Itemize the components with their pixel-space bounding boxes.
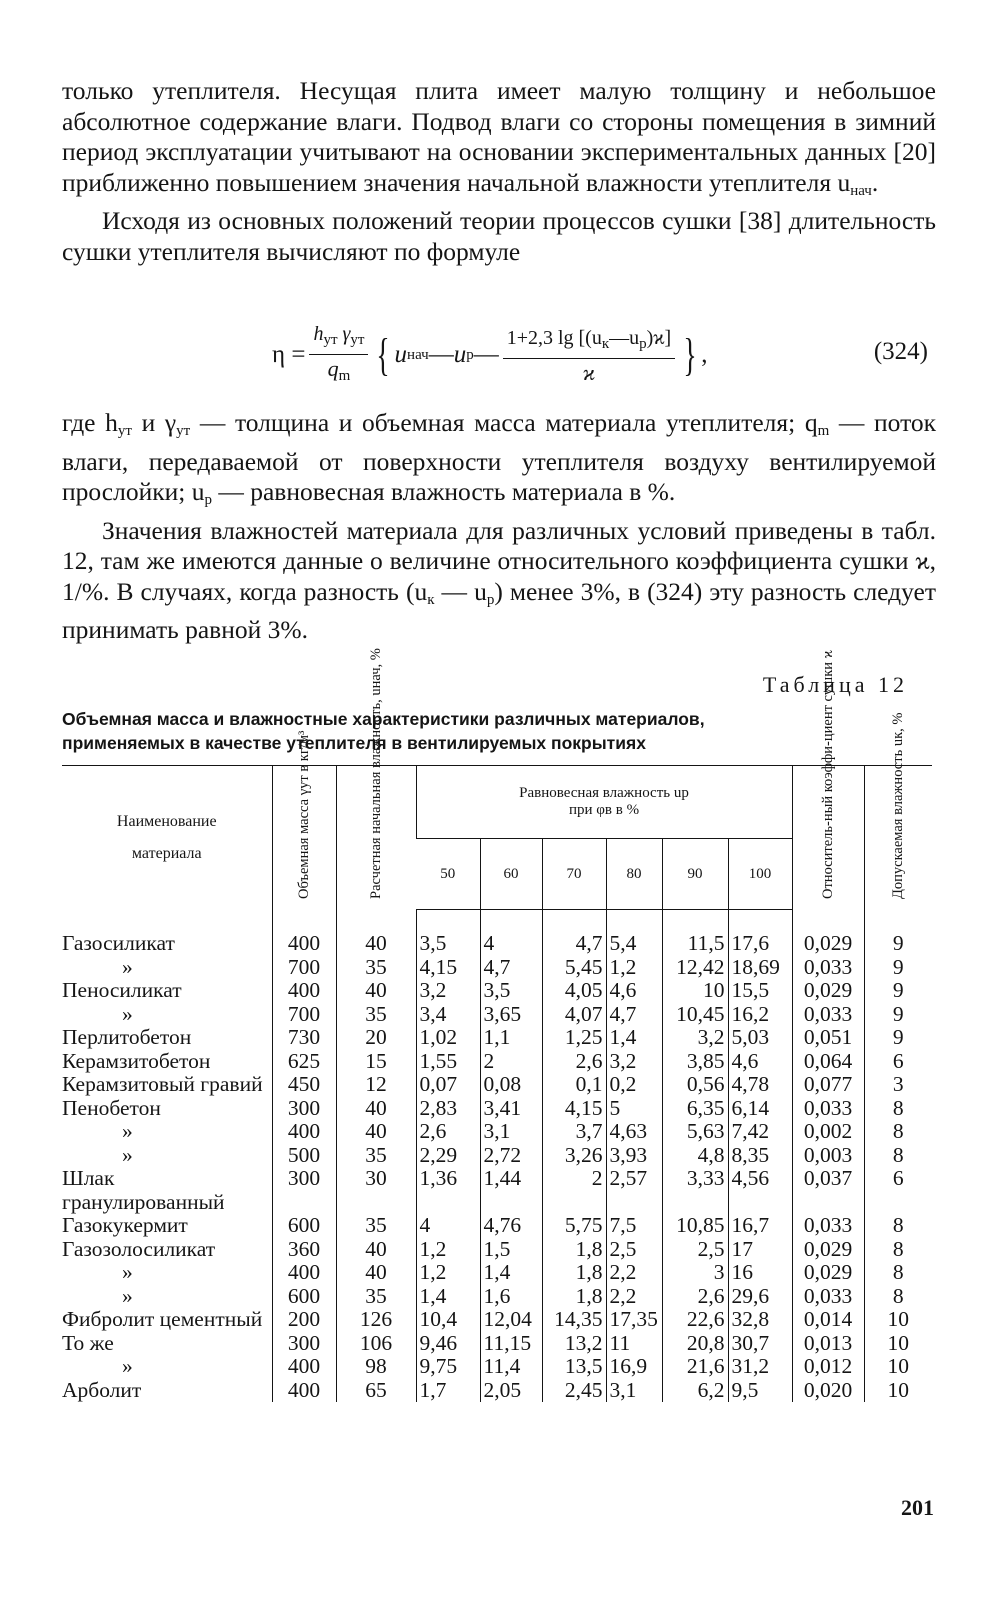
header-humidity-60: 60 [480,839,542,910]
equilibrium-moisture-value: 0,1 [542,1073,606,1097]
initial-moisture-value: 12 [336,1073,416,1097]
table-row [62,1332,932,1356]
density-value: 500 [272,1144,336,1168]
equilibrium-moisture-value: 18,69 [728,956,792,980]
equilibrium-moisture-value: 1,55 [416,1050,480,1074]
equilibrium-moisture-value: 17,6 [728,910,792,956]
equilibrium-moisture-value: 1,1 [480,1026,542,1050]
equilibrium-moisture-value: 1,2 [416,1261,480,1285]
equilibrium-moisture-value: 4,7 [606,1003,662,1027]
density-value: 400 [272,1379,336,1403]
equilibrium-moisture-value: 11,5 [662,910,728,956]
equilibrium-moisture-value: 1,4 [480,1261,542,1285]
header-humidity-50: 50 [416,839,480,910]
drying-coefficient-value: 0,029 [792,910,864,956]
material-name: То же [62,1330,114,1355]
equilibrium-moisture-value: 2,6 [416,1120,480,1144]
equilibrium-moisture-value: 5,4 [606,910,662,956]
drying-coefficient-value: 0,033 [792,1003,864,1027]
material-name: Керамзитовый гравий [62,1072,263,1096]
equilibrium-moisture-value: 3,4 [416,1003,480,1027]
table-row [62,1144,932,1168]
material-name: Газосиликат [62,930,175,955]
equilibrium-moisture-value: 10 [662,979,728,1003]
drying-coefficient-value: 0,020 [792,1379,864,1403]
equilibrium-moisture-value: 1,4 [416,1285,480,1309]
density-value: 600 [272,1214,336,1238]
equilibrium-moisture-value: 3,85 [662,1050,728,1074]
header-humidity-70: 70 [542,839,606,910]
table-row [62,1214,932,1238]
drying-coefficient-value: 0,029 [792,979,864,1003]
drying-coefficient-value: 0,013 [792,1332,864,1356]
initial-moisture-value: 40 [336,910,416,956]
density-value: 360 [272,1238,336,1262]
equilibrium-moisture-value: 17 [728,1238,792,1262]
initial-moisture-value: 35 [336,956,416,980]
header-humidity-100: 100 [728,839,792,910]
table-row [62,1120,932,1144]
drying-coefficient-value: 0,037 [792,1167,864,1214]
initial-moisture-value: 40 [336,1097,416,1121]
body-text-2 [62,408,936,646]
equilibrium-moisture-value: 2,5 [606,1238,662,1262]
formula-fraction: $\frac{h_{ут} \gamma_{ут}}{q_m}$ [309,321,368,389]
header-drying-coefficient: Относитель-ный коэффи-циент сушки ϰ [792,766,864,910]
equilibrium-moisture-value: 20,8 [662,1332,728,1356]
initial-moisture-value: 30 [336,1167,416,1214]
drying-coefficient-value: 0,064 [792,1050,864,1074]
equilibrium-moisture-value: 4,56 [728,1167,792,1214]
table-row [62,1073,932,1097]
page-number: 201 [901,1495,934,1520]
material-name: » [122,1354,133,1378]
density-value: 730 [272,1026,336,1050]
equilibrium-moisture-value: 1,6 [480,1285,542,1309]
equilibrium-moisture-value: 2,6 [542,1050,606,1074]
header-equilibrium-moisture: Равновесная влажность uр при φв в % [416,766,792,839]
allowed-moisture-value: 8 [864,1120,932,1144]
brace-open: { [376,329,391,380]
equilibrium-moisture-value: 4,7 [542,910,606,956]
equilibrium-moisture-value: 4 [416,1214,480,1238]
initial-moisture-value: 35 [336,1285,416,1309]
allowed-moisture-value: 10 [864,1355,932,1379]
equilibrium-moisture-value: 0,07 [416,1073,480,1097]
equilibrium-moisture-value: 3,33 [662,1167,728,1214]
equilibrium-moisture-value: 4,6 [606,979,662,1003]
table-row [62,956,932,980]
equilibrium-moisture-value: 13,2 [542,1332,606,1356]
formula-expression: η = $\frac{h_{ут} \gamma_{ут}}{q_m}$ { u нач — u р — $\frac{1+2,3 \lg [(u_к—u_р)ϰ]}{ϰ}$ } , [272,320,708,390]
material-name: Пенобетон [62,1095,161,1120]
equilibrium-moisture-value: 3,5 [480,979,542,1003]
equilibrium-moisture-value: 31,2 [728,1355,792,1379]
equilibrium-moisture-value: 3 [662,1261,728,1285]
equilibrium-moisture-value: 11,15 [480,1332,542,1356]
table-row [62,1026,932,1050]
equilibrium-moisture-value: 3,2 [416,979,480,1003]
equilibrium-moisture-value: 3,2 [662,1026,728,1050]
table-row [62,1167,932,1214]
equilibrium-moisture-value: 15,5 [728,979,792,1003]
density-value: 600 [272,1285,336,1309]
equilibrium-moisture-value: 4,7 [480,956,542,980]
table-row [62,910,932,956]
header-humidity-90: 90 [662,839,728,910]
equilibrium-moisture-value: 1,8 [542,1238,606,1262]
header-allowed-moisture: Допускаемая влажность uк, % [864,766,932,910]
drying-coefficient-value: 0,033 [792,1097,864,1121]
allowed-moisture-value: 10 [864,1332,932,1356]
equilibrium-moisture-value: 10,4 [416,1308,480,1332]
equilibrium-moisture-value: 4,76 [480,1214,542,1238]
equilibrium-moisture-value: 1,02 [416,1026,480,1050]
material-name: Газозолосиликат [62,1236,216,1261]
equilibrium-moisture-value: 2,6 [662,1285,728,1309]
material-name: Фибролит цементный [62,1307,263,1331]
equilibrium-moisture-value: 1,44 [480,1167,542,1214]
paragraph-where: где $h_{ут}$ и $\gamma_{ут}$ — толщина и объемная масса материала утеплителя; $q_m$ — поток влаги, передаваемой от поверхности утеплителя воздуху вентилируемой прослойки; $u_р$ — равновесная влажность материала в %. [62,408,937,508]
initial-moisture-value: 106 [336,1332,416,1356]
initial-moisture-value: 40 [336,1238,416,1262]
material-name: » [122,954,133,979]
equilibrium-moisture-value: 3,2 [606,1050,662,1074]
initial-moisture-value: 15 [336,1050,416,1074]
density-value: 200 [272,1308,336,1332]
equilibrium-moisture-value: 4 [480,910,542,956]
density-value: 400 [272,1120,336,1144]
allowed-moisture-value: 8 [864,1097,932,1121]
equilibrium-moisture-value: 3,65 [480,1003,542,1027]
density-value: 625 [272,1050,336,1074]
initial-moisture-value: 65 [336,1379,416,1403]
equilibrium-moisture-value: 16 [728,1261,792,1285]
equilibrium-moisture-value: 1,7 [416,1379,480,1403]
allowed-moisture-value: 6 [864,1050,932,1074]
equilibrium-moisture-value: 3,5 [416,910,480,956]
equilibrium-moisture-value: 17,35 [606,1308,662,1332]
initial-moisture-value: 40 [336,1261,416,1285]
density-value: 400 [272,979,336,1003]
density-value: 700 [272,956,336,980]
equilibrium-moisture-value: 4,8 [662,1144,728,1168]
equilibrium-moisture-value: 2,72 [480,1144,542,1168]
equilibrium-moisture-value: 3,1 [606,1379,662,1403]
material-name: » [122,1001,133,1026]
equilibrium-moisture-value: 8,35 [728,1144,792,1168]
brace-close: } [683,329,697,380]
allowed-moisture-value: 8 [864,1261,932,1285]
equilibrium-moisture-value: 9,46 [416,1332,480,1356]
equilibrium-moisture-value: 30,7 [728,1332,792,1356]
allowed-moisture-value: 9 [864,1003,932,1027]
material-name: Арболит [62,1377,142,1402]
density-value: 300 [272,1097,336,1121]
equilibrium-moisture-value: 2,05 [480,1379,542,1403]
equilibrium-moisture-value: 4,6 [728,1050,792,1074]
equilibrium-moisture-value: 4,63 [606,1120,662,1144]
material-name: Перлитобетон [62,1025,192,1049]
allowed-moisture-value: 10 [864,1308,932,1332]
equilibrium-moisture-value: 1,25 [542,1026,606,1050]
material-name: Шлак гранулированный [62,1166,225,1214]
allowed-moisture-value: 8 [864,1214,932,1238]
equilibrium-moisture-value: 11,4 [480,1355,542,1379]
equilibrium-moisture-value: 9,5 [728,1379,792,1403]
equilibrium-moisture-value: 2,2 [606,1285,662,1309]
drying-coefficient-value: 0,051 [792,1026,864,1050]
drying-coefficient-value: 0,002 [792,1120,864,1144]
allowed-moisture-value: 8 [864,1285,932,1309]
paragraph-1: только утеплителя. Несущая плита имеет малую толщину и небольшое абсолютное содержание влаги. Подвод влаги со стороны помещения в зимний период эксплуатации учитывают на основании экспериментальных данных [20] приближенно повышением значения начальной влажности утеплителя $u_{нач}$. [62,76,936,199]
drying-coefficient-value: 0,033 [792,956,864,980]
equilibrium-moisture-value: 29,6 [728,1285,792,1309]
header-initial-moisture: Расчетная начальная влажность, uнач, % [336,766,416,910]
table-row [62,1379,932,1403]
equilibrium-moisture-value: 10,85 [662,1214,728,1238]
equilibrium-moisture-value: 16,7 [728,1214,792,1238]
equilibrium-moisture-value: 0,2 [606,1073,662,1097]
drying-coefficient-value: 0,012 [792,1355,864,1379]
material-name: Керамзитобетон [62,1048,211,1073]
material-name: Газокукермит [62,1213,188,1237]
initial-moisture-value: 98 [336,1355,416,1379]
material-name: » [122,1260,133,1284]
density-value: 300 [272,1167,336,1214]
equilibrium-moisture-value: 14,35 [542,1308,606,1332]
equilibrium-moisture-value: 5,63 [662,1120,728,1144]
body-text [62,76,936,267]
allowed-moisture-value: 8 [864,1238,932,1262]
equilibrium-moisture-value: 2,57 [606,1167,662,1214]
table-row [62,1261,932,1285]
equilibrium-moisture-value: 2,45 [542,1379,606,1403]
table-row [62,1097,932,1121]
equilibrium-moisture-value: 4,78 [728,1073,792,1097]
equilibrium-moisture-value: 2 [542,1167,606,1214]
table-body [62,910,932,1403]
equilibrium-moisture-value: 5,75 [542,1214,606,1238]
drying-coefficient-value: 0,003 [792,1144,864,1168]
equilibrium-moisture-value: 2,2 [606,1261,662,1285]
equilibrium-moisture-value: 1,8 [542,1285,606,1309]
equilibrium-moisture-value: 5,03 [728,1026,792,1050]
allowed-moisture-value: 9 [864,979,932,1003]
equilibrium-moisture-value: 3,7 [542,1120,606,1144]
equation-number: (324) [873,338,928,365]
equilibrium-moisture-value: 3,26 [542,1144,606,1168]
header-density: Объемная масса γут в кг/м³ [272,766,336,910]
paragraph-values: Значения влажностей материала для различных условий приведены в табл. 12, там же имеются данные о величине относительного коэффициента сушки ϰ, 1/%. В случаях, когда разность ($u_к$ — $u_р$) менее 3%, в (324) эту разность следует принимать равной 3%. [62,515,937,644]
material-name: » [122,1142,133,1167]
equilibrium-moisture-value: 4,05 [542,979,606,1003]
table-row [62,1285,932,1309]
equilibrium-moisture-value: 13,5 [542,1355,606,1379]
equilibrium-moisture-value: 4,15 [416,956,480,980]
equilibrium-moisture-value: 1,2 [416,1238,480,1262]
table-row [62,1003,932,1027]
density-value: 400 [272,1261,336,1285]
density-value: 400 [272,910,336,956]
equilibrium-moisture-value: 7,42 [728,1120,792,1144]
material-name: » [122,1119,133,1143]
table-title: Объемная масса и влажностные характеристики различных материалов, применяемых в качестве утеплителя в вентилируемых покрытиях [62,709,705,753]
drying-coefficient-value: 0,033 [792,1285,864,1309]
equilibrium-moisture-value: 16,2 [728,1003,792,1027]
equilibrium-moisture-value: 12,04 [480,1308,542,1332]
equilibrium-moisture-value: 5 [606,1097,662,1121]
equilibrium-moisture-value: 0,56 [662,1073,728,1097]
equilibrium-moisture-value: 12,42 [662,956,728,980]
drying-coefficient-value: 0,029 [792,1238,864,1262]
drying-coefficient-value: 0,033 [792,1214,864,1238]
table-row [62,1238,932,1262]
equilibrium-moisture-value: 1,5 [480,1238,542,1262]
equilibrium-moisture-value: 2,29 [416,1144,480,1168]
equilibrium-moisture-value: 1,4 [606,1026,662,1050]
table-row [62,1050,932,1074]
header-material-name: Наименование материала [62,766,272,910]
table-row [62,979,932,1003]
allowed-moisture-value: 10 [864,1379,932,1403]
equilibrium-moisture-value: 1,8 [542,1261,606,1285]
initial-moisture-value: 35 [336,1144,416,1168]
table-row [62,1355,932,1379]
table-row [62,1308,932,1332]
equilibrium-moisture-value: 4,07 [542,1003,606,1027]
equilibrium-moisture-value: 16,9 [606,1355,662,1379]
equilibrium-moisture-value: 0,08 [480,1073,542,1097]
allowed-moisture-value: 9 [864,910,932,956]
equilibrium-moisture-value: 5,45 [542,956,606,980]
allowed-moisture-value: 9 [864,956,932,980]
material-name: » [122,1283,133,1308]
formula-inner-fraction: $\frac{1+2,3 \lg [(u_к—u_р)ϰ]}{ϰ}$ [503,325,675,386]
formula-324 [62,320,936,390]
equilibrium-moisture-value: 10,45 [662,1003,728,1027]
equilibrium-moisture-value: 7,5 [606,1214,662,1238]
equilibrium-moisture-value: 3,93 [606,1144,662,1168]
initial-moisture-value: 35 [336,1214,416,1238]
equilibrium-moisture-value: 9,75 [416,1355,480,1379]
initial-moisture-value: 35 [336,1003,416,1027]
initial-moisture-value: 40 [336,979,416,1003]
equilibrium-moisture-value: 2,5 [662,1238,728,1262]
initial-moisture-value: 126 [336,1308,416,1332]
allowed-moisture-value: 3 [864,1073,932,1097]
equilibrium-moisture-value: 6,14 [728,1097,792,1121]
allowed-moisture-value: 8 [864,1144,932,1168]
equilibrium-moisture-value: 6,2 [662,1379,728,1403]
drying-coefficient-value: 0,029 [792,1261,864,1285]
equilibrium-moisture-value: 2,83 [416,1097,480,1121]
allowed-moisture-value: 6 [864,1167,932,1214]
initial-moisture-value: 40 [336,1120,416,1144]
table-caption: Таблица 12 [762,672,908,697]
initial-moisture-value: 20 [336,1026,416,1050]
allowed-moisture-value: 9 [864,1026,932,1050]
density-value: 400 [272,1355,336,1379]
paragraph-2: Исходя из основных положений теории процессов сушки [38] длительность сушки утеплителя вычисляют по формуле [62,206,936,266]
equilibrium-moisture-value: 6,35 [662,1097,728,1121]
equilibrium-moisture-value: 21,6 [662,1355,728,1379]
equilibrium-moisture-value: 3,41 [480,1097,542,1121]
drying-coefficient-value: 0,077 [792,1073,864,1097]
equilibrium-moisture-value: 11 [606,1332,662,1356]
equilibrium-moisture-value: 1,2 [606,956,662,980]
drying-coefficient-value: 0,014 [792,1308,864,1332]
equilibrium-moisture-value: 4,15 [542,1097,606,1121]
density-value: 300 [272,1332,336,1356]
density-value: 700 [272,1003,336,1027]
equilibrium-moisture-value: 1,36 [416,1167,480,1214]
density-value: 450 [272,1073,336,1097]
header-humidity-80: 80 [606,839,662,910]
equilibrium-moisture-value: 32,8 [728,1308,792,1332]
equilibrium-moisture-value: 3,1 [480,1120,542,1144]
material-name: Пеносиликат [62,978,182,1002]
equilibrium-moisture-value: 2 [480,1050,542,1074]
equilibrium-moisture-value: 22,6 [662,1308,728,1332]
